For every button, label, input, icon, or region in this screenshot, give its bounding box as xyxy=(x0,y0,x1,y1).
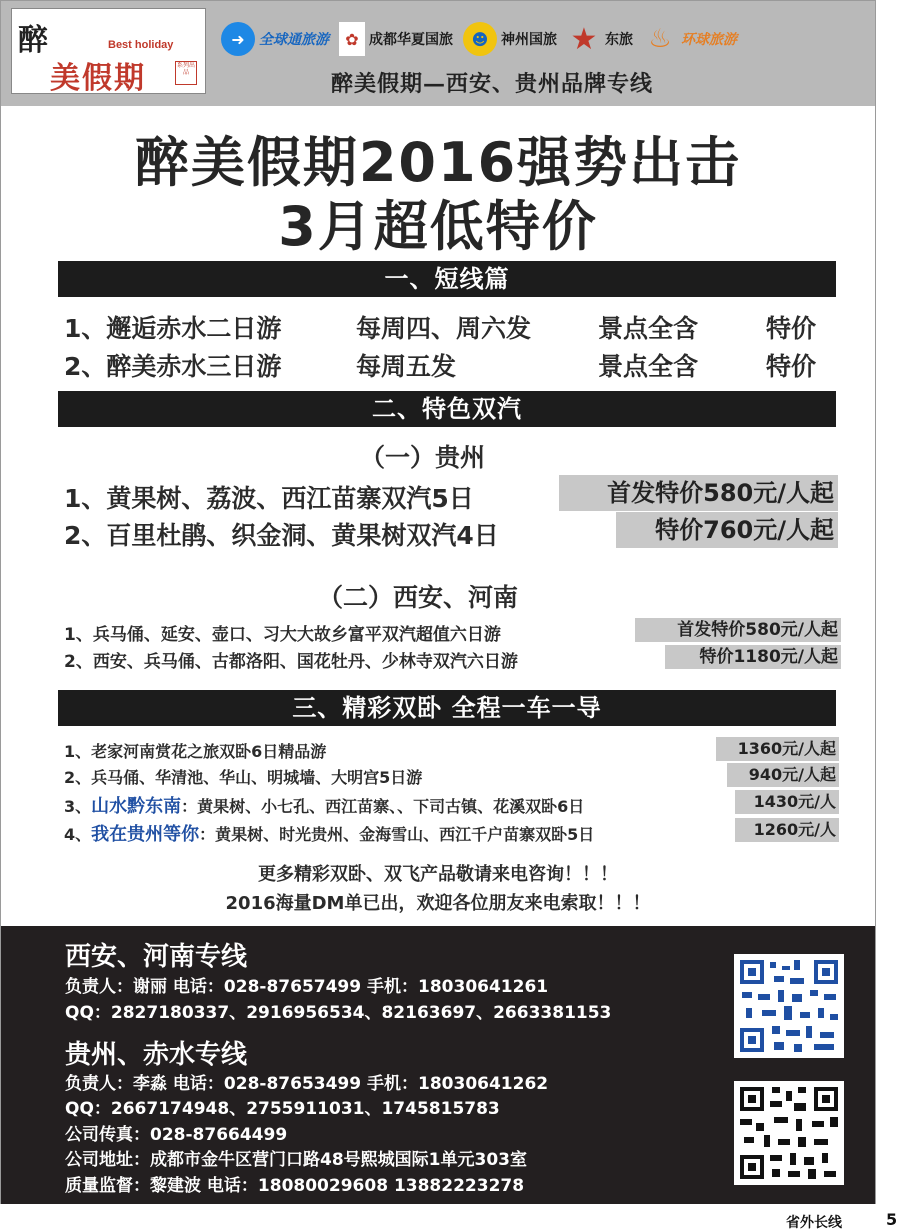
contact-title-guizhou: 贵州、赤水专线 xyxy=(65,1040,248,1070)
partner-logo xyxy=(567,22,633,56)
price-tag: 1360元/人起 xyxy=(716,737,839,761)
sleeper-item xyxy=(64,765,422,788)
star-icon: ★ xyxy=(570,21,598,57)
route-name: 1、兵马俑、延安、壶口、习大大故乡富平双汽超值六日游 xyxy=(64,625,501,645)
flame-icon: ♨ xyxy=(648,24,672,54)
price-tag: 特价1180元/人起 xyxy=(665,645,841,669)
route-schedule: 每周五发 xyxy=(356,352,457,381)
route-name: 2、醉美赤水三日游 xyxy=(64,352,282,381)
price-tag: 1430元/人 xyxy=(735,790,839,814)
route-name: ：黄果树、小七孔、西江苗寨、、下司古镇、花溪双卧6日 xyxy=(181,797,585,816)
item-number: 2、 xyxy=(64,768,92,787)
price-tag: 1260元/人 xyxy=(735,818,839,842)
contact-qq: QQ：2827180337、2916956534、82163697、2663381153 xyxy=(65,1003,612,1023)
contact-person: 负责人：李淼 电话：028-87653499 手机：18030641262 xyxy=(65,1074,549,1094)
partner-logo xyxy=(221,22,329,56)
partner-name: 环球旅游 xyxy=(681,32,737,48)
item-number: 3、 xyxy=(64,797,92,816)
sleeper-item xyxy=(64,739,326,762)
route-scope: 景点全含 xyxy=(598,352,699,381)
contact-person: 负责人：谢丽 电话：028-87657499 手机：18030641261 xyxy=(65,977,549,997)
more-info-line: 更多精彩双卧、双飞产品敬请来电咨询！！！ xyxy=(258,864,618,885)
subsection-title-guizhou: （一）贵州 xyxy=(360,443,486,472)
partner-logo xyxy=(463,22,557,56)
partner-name: 东旅 xyxy=(605,32,633,48)
header-banner xyxy=(1,1,875,106)
section-title-sleeper: 三、精彩双卧 全程一车一导 xyxy=(58,690,836,726)
company-fax: 公司传真：028-87664499 xyxy=(65,1125,288,1145)
route-name: 2、西安、兵马俑、古都洛阳、国花牡丹、少林寺双汽六日游 xyxy=(64,652,518,672)
route-name: 1、邂逅赤水二日游 xyxy=(64,314,282,343)
butterfly-icon: ✿ xyxy=(339,22,365,56)
route-price: 特价 xyxy=(766,314,817,343)
headline-title: 醉美假期2016强势出击 xyxy=(134,131,742,194)
logo-english: Best holiday xyxy=(108,39,174,51)
route-name: 老家河南赏花之旅双卧6日精品游 xyxy=(91,742,327,761)
section-title-short: 一、短线篇 xyxy=(58,261,836,297)
price-tag: 首发特价580元/人起 xyxy=(559,475,838,511)
partner-name: 神州国旅 xyxy=(501,32,557,48)
route-name: 2、百里杜鹃、织金洞、黄果树双汽4日 xyxy=(64,521,499,550)
partner-logo xyxy=(643,22,737,56)
partner-name: 全球通旅游 xyxy=(259,32,329,48)
qr-code-icon xyxy=(734,954,844,1058)
more-info-line: 2016海量DM单已出，欢迎各位朋友来电索取！！！ xyxy=(225,893,651,914)
header-slogan: 醉美假期—西安、贵州品牌专线 xyxy=(331,71,654,97)
globe-arrow-icon: ➜ xyxy=(221,22,255,56)
headline-subtitle: 3月超低特价 xyxy=(278,195,598,258)
company-address: 公司地址：成都市金牛区营门口路48号熙城国际1单元303室 xyxy=(65,1150,527,1170)
footer-section-label: 省外长线 xyxy=(786,1215,842,1231)
route-price: 特价 xyxy=(766,352,817,381)
quality-supervisor: 质量监督：黎建波 电话：18080029608 13882223278 xyxy=(65,1176,525,1196)
partner-logos xyxy=(221,19,747,59)
route-scope: 景点全含 xyxy=(598,314,699,343)
partner-logo xyxy=(339,22,453,56)
sleeper-item xyxy=(64,792,584,818)
section-title-bus: 二、特色双汽 xyxy=(58,391,836,427)
contact-title-xian: 西安、河南专线 xyxy=(65,942,248,972)
contact-panel xyxy=(1,926,875,1204)
price-tag: 首发特价580元/人起 xyxy=(635,618,841,642)
item-number: 1、 xyxy=(64,742,92,761)
logo-text-1: 醉 xyxy=(18,23,48,58)
logo-seal: 系列出品 xyxy=(175,61,197,85)
route-name: 兵马俑、华清池、华山、明城墙、大明宫5日游 xyxy=(91,768,423,787)
route-name: 1、黄果树、荔波、西江苗寨双汽5日 xyxy=(64,484,474,513)
logo-text-2: 美假期 xyxy=(50,61,146,96)
route-name: ：黄果树、时光贵州、金海雪山、西江千户苗寨双卧5日 xyxy=(199,825,595,844)
sleeper-item xyxy=(64,820,594,846)
contact-qq: QQ：2667174948、2755911031、1745815783 xyxy=(65,1099,500,1119)
item-number: 4、 xyxy=(64,825,92,844)
price-tag: 940元/人起 xyxy=(727,763,839,787)
route-highlight: 山水黔东南 xyxy=(91,796,182,817)
mascot-icon: ☻ xyxy=(463,22,497,56)
brand-logo xyxy=(11,8,206,94)
route-schedule: 每周四、周六发 xyxy=(356,314,532,343)
page-number: 5 xyxy=(886,1210,898,1229)
qr-code-icon xyxy=(734,1081,844,1185)
partner-name: 成都华夏国旅 xyxy=(369,32,453,48)
subsection-title-xian: （二）西安、河南 xyxy=(318,583,519,612)
price-tag: 特价760元/人起 xyxy=(616,512,838,548)
route-highlight: 我在贵州等你 xyxy=(91,824,200,845)
